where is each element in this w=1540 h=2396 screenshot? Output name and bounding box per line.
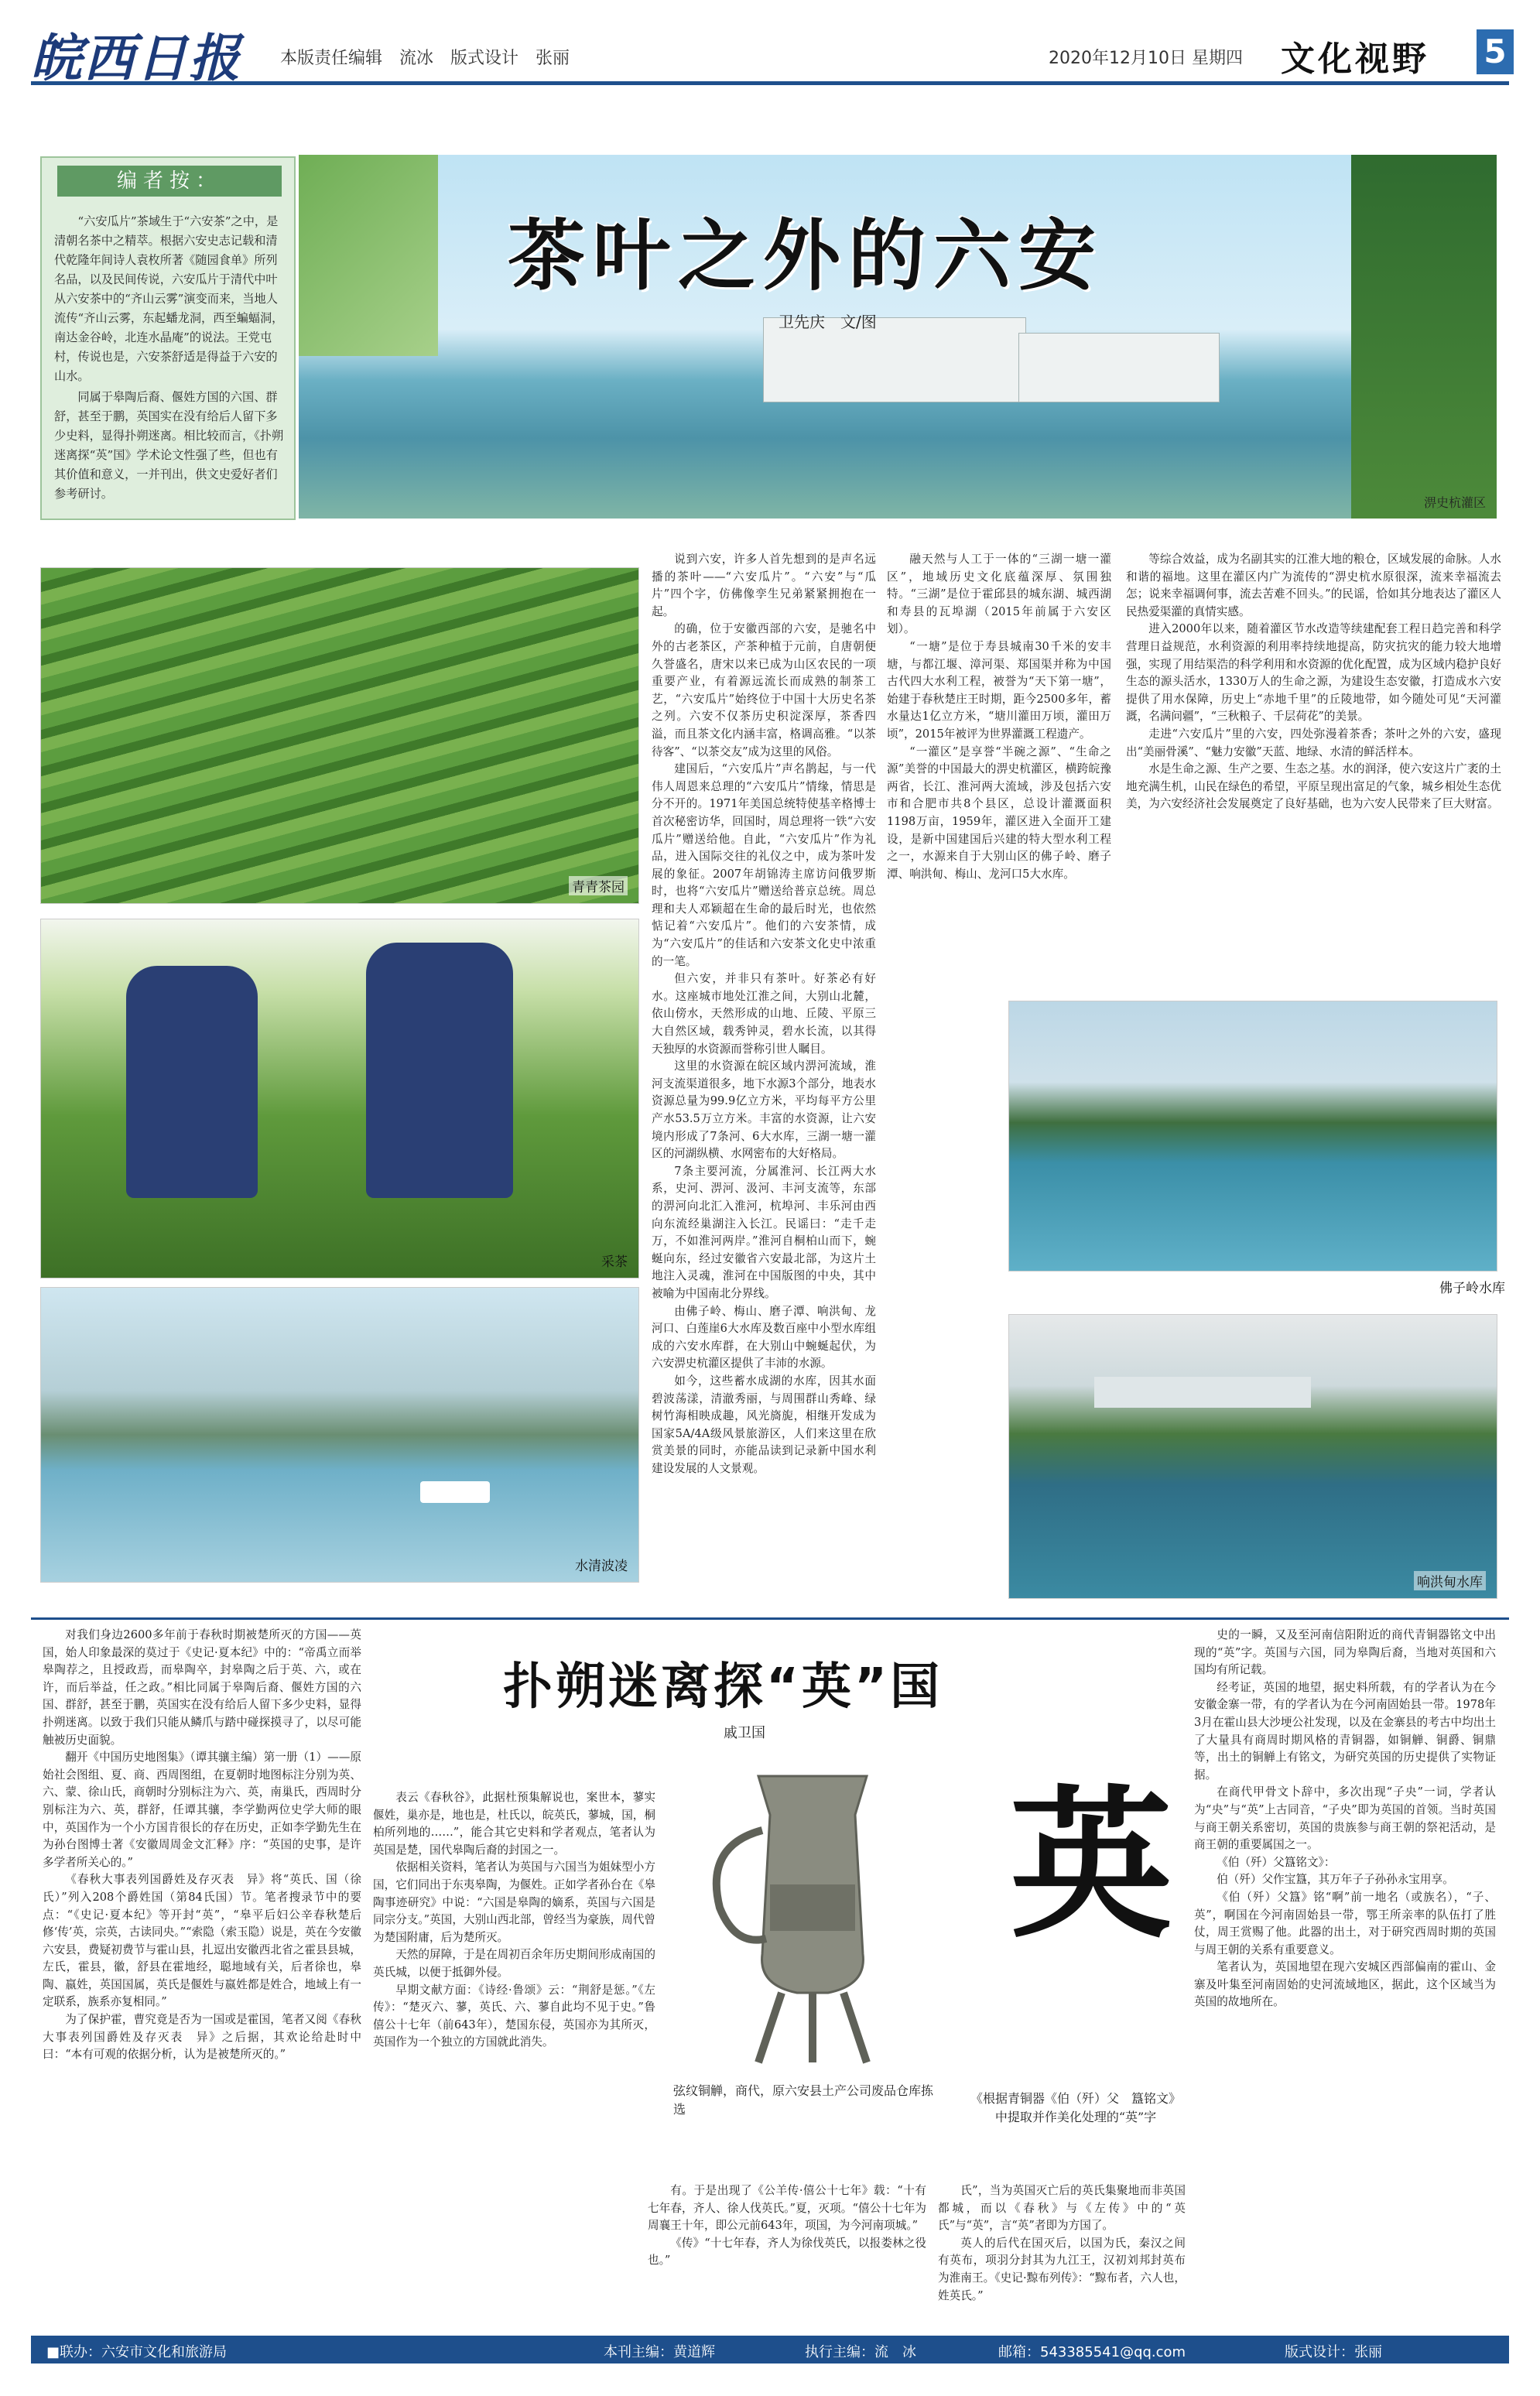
paragraph: 有。于是出现了《公羊传·僖公十七年》载：“十有七年春，齐人、徐人伐英氏。”夏，灭项。“僖公十七年为周襄王十年，即公元前643年，项国，为今河南项城。” — [648, 2184, 926, 2233]
article-column — [938, 2182, 1186, 2314]
paragraph: 《传》“十七年春，齐人为徐伐英氏，以报娄林之役也。” — [648, 2236, 926, 2268]
editor-note — [40, 156, 296, 520]
page-number: 5 — [1477, 29, 1514, 74]
paragraph: 水是生命之源、生产之要、生态之基。水的润泽，使六安这片广袤的土地充满生机，山民在绿色的希望，平原呈现出富足的气象，城乡相处生态优美，为六安经济社会发展奠定了良好基础，也为六安人民带来了巨大财富。 — [1126, 762, 1501, 811]
paragraph: 在商代甲骨文卜辞中，多次出现“子央”一词，学者认为“央”与“英”上古同音，“子央”即为英国的首领。当时英国与商王朝关系密切，英国的贵族参与商王朝的祭祀活动，是商王朝的重要属国之一。 — [1194, 1785, 1496, 1852]
paragraph: 《春秋大事表列国爵姓及存灭表 异》将“英氏、国（徐氏）”列入208个爵姓国（第84氏国）节。笔者搜录节中的要点：“《史记·夏本纪》等开封“英”，“皋平后妇公辛春秋楚后修‘传’英，宗英，古读同央。”“索隐（索玉隐）说是，英在今安徽六安县，费疑初费节与霍山县，扎逗出安徽西北省之霍县县城，左氏，霍县，徽，舒县在霍地经，聪地域有关，后者徐也，皋陶、嬴姓，英国国属，英氏是偃姓与嬴姓都是姓合，地域上有一定联系，族系亦复相同。” — [43, 1873, 361, 2009]
photo-caption: 淠史杭灌区 — [1423, 495, 1486, 510]
photo-caption: 采茶 — [601, 1254, 628, 1270]
tree-illustration — [1351, 155, 1497, 519]
paragraph: 依据相关资料，笔者认为英国与六国当为姐妹型小方国，它们同出于东夷皋陶，为偃姓。正如学者孙台在《皋陶事迹研究》中说：“六国是皋陶的嫡系，英国与六国是同宗分支。”英国，大别山西北部，曾经当为豪族，周代曾为楚国附庸，后为楚所灭。 — [373, 1860, 655, 1944]
paragraph: 天然的屏障，于是在周初百余年历史期间形成南国的英氏城，以便于抵御外侵。 — [373, 1948, 655, 1979]
water-boat-photo — [40, 1287, 639, 1583]
reservoir-photo — [1008, 1314, 1497, 1599]
paragraph: 对我们身边2600多年前于春秋时期被楚所灭的方国——英国，始人印象最深的莫过于《史记·夏本纪》中的：“帝禹立而举皋陶荐之，且授政焉，而皋陶卒，封皋陶之后于英、六，或在许，而后举益，任之政。”相比同属于皋陶后裔、偃姓方国的六国、群舒，甚至于鹏，英国实在没有给后人留下多少史料，显得扑朔迷离。以致于我们只能从鳞爪与踏中碰探摸寻了，以尽可能触被历史面貌。 — [43, 1628, 361, 1747]
paragraph: 的确，位于安徽西部的六安，是驰名中外的古老茶区，产茶种植于元前，自唐朝便久誉盛名，唐宋以来已成为山区农民的一项重要产业，有着源远流长而成熟的制茶工艺，“六安瓜片”始终位于中国十大历史名茶之列。六安不仅茶历史积淀深厚，茶香四溢，而且茶文化内涵丰富，格调高雅。“以茶待客”、“以茶交友”成为这里的风俗。 — [652, 622, 876, 758]
editor-note-paragraph: “六安瓜片”茶域生于“六安茶”之中，是清朝名茶中之精萃。根据六安史志记载和清代乾隆年间诗人袁枚所著《随园食单》所列名品，以及民间传说，六安瓜片于清代中叶从六安茶中的“齐山云雾”演变而来，当地人流传“齐山云雾，东起蟠龙洞，西至蝙蝠洞，南达金谷岭，北连水晶庵”的说法。王党屯村，传说也是，六安茶舒适是得益于六安的山水。 — [54, 214, 284, 383]
paragraph: “一塘”是位于寿县城南30千米的安丰塘，与都江堰、漳河渠、郑国渠并称为中国古代四大水利工程，被誉为“天下第一塘”，始建于春秋楚庄王时期，距今2500多年，蓄水量达1亿立方米，“塘川灌田万顷，灌田万顷”，2015年被评为世界灌溉工程遗产。 — [887, 639, 1111, 741]
tree-illustration — [299, 155, 438, 356]
photo-caption: 水清波凌 — [575, 1559, 628, 1574]
article-column — [648, 2182, 926, 2314]
paragraph: 伯（歼）父作宝簋，其万年子子孙孙永宝用享。 — [1217, 1873, 1454, 1887]
tea-picker-figure — [126, 966, 258, 1198]
newspaper-logo: 皖西日报 — [31, 28, 241, 88]
article-column — [1194, 1627, 1496, 2312]
paragraph: 建国后，“六安瓜片”声名鹊起，与一代伟人周恩来总理的“六安瓜片”情缘，情思是分不开的。1971年美国总统特使基辛格博士首次秘密访华，回国时，周总理将一铁“六安瓜片”赠送给他。自此，“六安瓜片”作为礼品，进入国际交往的礼仪之中，成为茶叶发展的象征。2007年胡锦涛主席访问俄罗斯时，也将“六安瓜片”赠送给普京总统。周总理和夫人邓颖超在生命的最后时光，也依然惦记着“六安瓜片”。他们的六安茶情，成为“六安瓜片”的佳话和六安茶文化史中浓重的一笔。 — [652, 762, 876, 968]
paragraph: 如今，这些蓄水成湖的水库，因其水面碧波荡漾，清澈秀丽，与周围群山秀峰、绿树竹海相映成趣，风光旖旎，相继开发成为国家5A/4A级风景旅游区，人们来这里在欣赏美景的同时，亦能品读到记录新中国水利建设发展的人文景观。 — [652, 1374, 876, 1475]
paragraph: 这里的水资源在皖区域内淠河流域，淮河支流渠道很多，地下水源3个部分，地表水资源总量为99.9亿立方米，平均每平方公里产水53.5万立方米。丰富的水资源，让六安境内形成了7条河、6大水库，三湖一塘一灌区的河湖纵横、水网密布的大好格局。 — [652, 1059, 876, 1161]
paragraph: 《伯（歼）父簋铭文》： — [1217, 1855, 1336, 1869]
ying-character-image: 英 — [1009, 1769, 1172, 1960]
article-column — [1126, 551, 1501, 996]
photo-caption: 响洪甸水库 — [1414, 1571, 1486, 1590]
paragraph: 史的一瞬，又及至河南信阳附近的商代青铜器铭文中出现的“英”字。英国与六国，同为皋陶后裔，当地对英国和六国均有所记载。 — [1194, 1628, 1496, 1677]
article-column — [887, 551, 1111, 1000]
paragraph: 翻开《中国历史地图集》（谭其骧主编）第一册（1）——原始社会图组、夏、商、西周图组，在夏朝时地图标注分别为英、六、蒙、徐山氏，商朝时分别标注为六、英，南巢氏，西周时分别标注为六、英，群舒，任谭其骧，李学勤两位史学大师的眼中，英国作为一个小方国肯很长的存在历史，正如李学勤先生在为孙台图博士著《安徽周周金文汇释》序：“英国的史事，是许多学者所关心的。” — [43, 1751, 361, 1869]
masthead — [31, 14, 1509, 88]
editor-note-heading: 编者按： — [57, 166, 282, 197]
article-byline: 戚卫国 — [724, 1725, 765, 1741]
paragraph: 由佛子岭、梅山、磨子潭、响洪甸、龙河口、白莲崖6大水库及数百座中小型水库组成的六安水库群，在大别山中蜿蜒起伏，为六安淠史杭灌区提供了丰沛的水源。 — [652, 1304, 876, 1371]
bronze-vessel-image — [673, 1761, 952, 2070]
photo-caption: 弦纹铜觯，商代，原六安县土产公司废品仓库拣选 — [673, 2083, 934, 2117]
photo-caption: 佛子岭水库 — [1439, 1281, 1505, 1296]
footer-design: 版式设计：张丽 — [1285, 2344, 1382, 2360]
hero-image — [299, 155, 1497, 519]
footer-editor: 本刊主编：黄道辉 — [604, 2344, 715, 2360]
paragraph: 但六安，并非只有茶叶。好茶必有好水。这座城市地处江淮之间，大别山北麓，依山傍水，天然形成的山地、丘陵、平原三大自然区域，载秀钟灵，碧水长流，以其得天独厚的水资源而誉称引世人瞩目。 — [652, 972, 876, 1056]
paragraph: “一灌区”是享誉“半碗之源”、“生命之源”美誉的中国最大的淠史杭灌区，横跨皖豫两省，长江、淮河两大流域，涉及包括六安市和合肥市共8个县区，总设计灌溉面积1198万亩，1959年，灌区进入全面开工建设，是新中国建国后兴建的特大型水利工程之一，水源来自于大别山区的佛子岭、磨子潭、响洪甸、梅山、龙河口5大水库。 — [887, 744, 1111, 881]
article-byline: 卫先庆 文/图 — [779, 313, 877, 331]
section-divider — [31, 1617, 1509, 1620]
footer-email: 邮箱：543385541@qq.com — [998, 2344, 1186, 2360]
tea-picker-figure — [366, 943, 513, 1198]
article-column — [373, 1789, 655, 2114]
building-illustration — [1018, 333, 1220, 402]
tea-garden-photo — [40, 567, 639, 904]
issue-date: 2020年12月10日 — [1049, 49, 1186, 68]
boat-shape — [420, 1481, 490, 1503]
editor-note-paragraph: 同属于皋陶后裔、偃姓方国的六国、群舒，甚至于鹏，英国实在没有给后人留下多少史料，显得扑朔迷离。相比较而言，《扑朔迷离探“英”国》学术论文性强了些，但也有其价值和意义，一并刊出，供文史爱好者们参考研讨。 — [54, 390, 284, 501]
tea-picking-photo — [40, 919, 639, 1278]
paragraph: 《伯（歼）父簋》铭“啊”前一地名（或族名），“子、英”，啊国在今河南固始县一带，鄂王所亲率的队伍打了胜仗，周王赏赐了他。此器的出土，对于研究西周时期的英国与周王朝的关系有重要意义。 — [1194, 1890, 1496, 1956]
bronze-vessel-icon — [673, 1761, 952, 2070]
paragraph: 进入2000年以来，随着灌区节水改造等续建配套工程日趋完善和科学营理日益规范，水利资源的利用率持续地提高，防灾抗灾的能力较大地增强，实现了用结渠浩的科学利用和水资源的优化配置，成为区域内稳护良好生态的源头活水，1330万人的生命之源，为建设生态安徽，打造成水六安提供了用水保障，历史上“赤地千里”的丘陵地带，如今随处可见“天河灌溉，名满问疆”，“三秋粮子、千层荷花”的美景。 — [1126, 622, 1501, 724]
paragraph: 走进“六安瓜片”里的六安，四处弥漫着茶香；茶叶之外的六安，盛现出“美丽骨溪”、“魅力安徽”天蓝、地绿、水清的鲜活样本。 — [1126, 727, 1501, 758]
footer-exec-editor: 执行主编：流 冰 — [805, 2344, 916, 2360]
footer-contact: ■联办：六安市文化和旅游局 — [46, 2344, 228, 2360]
section-title: 文化视野 — [1281, 39, 1429, 79]
article-column — [43, 1627, 361, 2312]
editor-note-body — [54, 212, 285, 505]
paragraph: 融天然与人工于一体的“三湖一塘一灌区”，地域历史文化底蕴深厚、氛围独特。“三湖”是位于霍邱县的城东湖、城西湖和寿县的瓦埠湖（2015年前属于六安区划）。 — [887, 553, 1111, 636]
paragraph: 说到六安，许多人首先想到的是声名远播的茶叶——“六安瓜片”。“六安”与“瓜片”四个字，仿佛像孪生兄弟紧紧拥抱在一起。 — [652, 553, 876, 618]
footer-bar — [31, 2336, 1509, 2363]
paragraph: 笔者认为，英国地望在现六安城区西部偏南的霍山、金寨及叶集至河南固始的史河流域地区，据此，这个区域当为英国的故地所在。 — [1194, 1960, 1496, 2009]
paragraph: 等综合效益，成为名副其实的江淮大地的粮仓，区域发展的命脉。人水和谐的福地。这里在灌区内广为流传的“淠史杭水原很深，流来幸福流去怎；说来幸福调何事，流去苦难不回头。”的民谣，恰如其分地表达了灌区人民热爱渠灌的真情实感。 — [1126, 553, 1501, 618]
paragraph: 经考证，英国的地望，据史料所载，有的学者认为在今安徽金寨一带，有的学者认为在今河南固始县一带。1978年3月在霍山县大沙埂公社发现，以及在金寨县的考古中均出土了大量具有商周时期风格的青铜器，如铜觯、铜爵、铜鼎等，出土的铜觯上有铭文，为研究英国的历史提供了实物证据。 — [1194, 1680, 1496, 1782]
paragraph: 7条主要河流，分属淮河、长江两大水系，史河、淠河、汲河、丰河支流等，东部的淠河向北汇入淮河，杭埠河、丰乐河由西向东流经巢湖注入长江。民谣曰：“走千走万，不如淮河两岸。”淮河自桐柏山而下，蜿蜒向东，经过安徽省六安最北部，为这片土地注入灵魂，淮河在中国版图的中央，其中被喻为中国南北分界线。 — [652, 1164, 876, 1300]
article-title: 茶叶之外的六安 — [508, 211, 1104, 301]
paragraph: 为了保护霍，曹究竟是否为一国或是霍国，笔者又阅《春秋大事表列国爵姓及存灭表 异》之后据，其欢论给赴时中曰：“本有可观的依据分析，认为是被楚所灭的。” — [43, 2013, 361, 2062]
photo-caption: 青青茶园 — [569, 876, 628, 895]
paragraph: 早期文献方面：《诗经·鲁颂》云：“荆舒是惩。”《左传》：“楚灭六、蓼，英氏、六、蓼自此均不见于史。”鲁僖公十七年（前643年），楚国东侵，英国亦为其所灭，英国作为一个独立的方国就此消失。 — [373, 1983, 655, 2049]
article-column — [652, 551, 876, 1596]
page-editor-credit: 本版责任编辑 流冰 版式设计 张丽 — [280, 49, 570, 68]
photo-caption: 《根据青铜器《伯（歼）父 簋铭文》中提取并作美化处理的“英”字 — [970, 2091, 1181, 2124]
paragraph: 表云《春秋谷》，此据杜预集解说也，案世本，蓼实偃姓，巢亦是，地也是，杜氏以，皖英氏，蓼城，国，桐柏所列地的……”，能合其它史料和学者观点，笔者认为英国是楚，国代皋陶后裔的封国之一。 — [373, 1791, 655, 1857]
paragraph: 英人的后代在国灭后，以国为氏，秦汉之间有英布，项羽分封其为九江王，汉初刘邦封英布为淮南王。《史记·黥布列传》：“黥布者，六人也，姓英氏。” — [938, 2236, 1186, 2302]
reservoir-photo — [1008, 1001, 1497, 1272]
issue-weekday: 星期四 — [1192, 49, 1244, 68]
dam-shape — [1094, 1377, 1311, 1408]
article-title: 扑朔迷离探“英”国 — [503, 1658, 943, 1716]
paragraph: 氏”，当为英国灭亡后的英氏集聚地而非英国都城，而以《春秋》与《左传》中的“英氏”与“英”，言“英”者即为方国了。 — [938, 2184, 1186, 2233]
